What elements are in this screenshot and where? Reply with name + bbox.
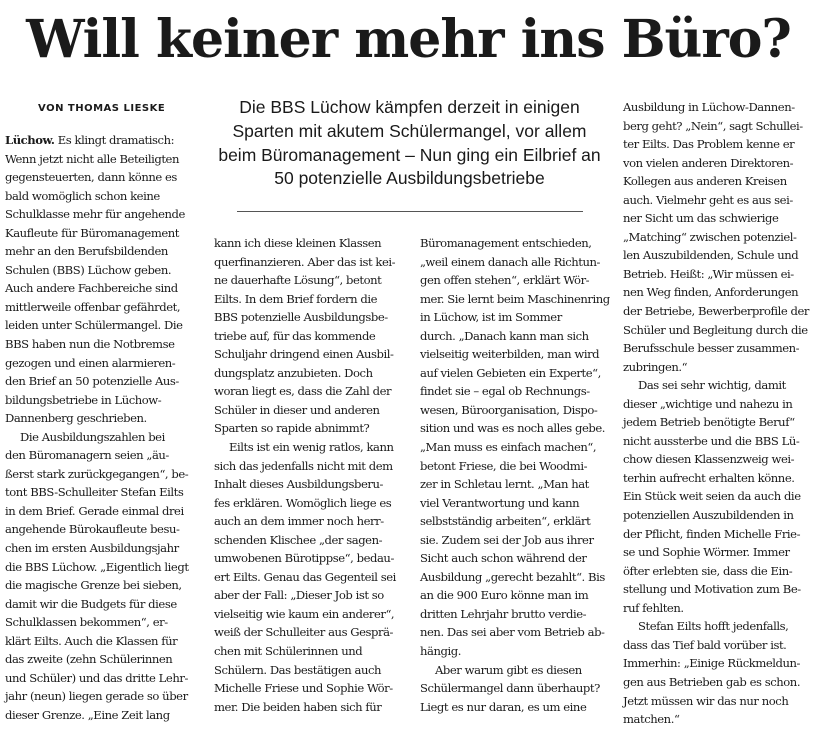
text-line: vielseitig wie kaum ein anderer“, [214, 606, 395, 621]
text-line: nicht aussterbe und die BBS Lü- [623, 433, 800, 448]
text-line: Stefan Eilts hofft jedenfalls, [638, 619, 789, 634]
text-line: woran liegt es, dass die Zahl der [214, 384, 392, 399]
byline: VON THOMAS LIESKE [38, 103, 166, 114]
text-line: die BBS Lüchow. „Eigentlich liegt [5, 559, 189, 574]
text-line: Dannenberg geschrieben. [5, 411, 147, 426]
text-line: Inhalt dieses Ausbildungsberu- [214, 477, 383, 492]
text-line: bildungsbetriebe in Lüchow- [5, 392, 162, 407]
text-line: sie. Zudem sei der Job aus ihrer [420, 532, 594, 547]
text-line: wesen, Büroorganisation, Dispo- [420, 402, 598, 417]
text-line: kann ich diese kleinen Klassen [214, 236, 382, 250]
text-line: öfter erlebten sie, dass die Ein- [623, 563, 793, 578]
text-line: mittlerweile offenbar gefährdet, [5, 299, 181, 314]
text-line: triebe auf, für das kommende [214, 328, 376, 343]
text-line: Lüchow. Es klingt dramatisch: [5, 133, 175, 147]
text-line: „Man muss es einfach machen“, [420, 440, 597, 455]
text-line: Schülern. Das bestätigen auch [214, 662, 382, 677]
text-line: Sparten so rapide abnimmt? [214, 421, 370, 436]
text-line: von vielen anderen Direktoren- [623, 155, 794, 170]
text-line: den Brief an 50 potenzielle Aus- [5, 374, 179, 389]
text-line: dieser „wichtige und nahezu in [623, 396, 793, 411]
text-line: in Lüchow, ist im Sommer [420, 310, 562, 325]
text-line: Aber warum gibt es diesen [435, 662, 582, 677]
text-line: mer. Sie lernt beim Maschinenring [420, 291, 610, 306]
text-line: und Schüler) und das dritte Lehr- [5, 670, 188, 685]
text-line: durch. „Danach kann man sich [420, 328, 589, 343]
text-line: leiden unter Schülermangel. Die [5, 318, 183, 333]
text-line: Ausbildung in Lüchow-Dannen- [623, 100, 795, 114]
text-line: damit wir die Budgets für diese [5, 596, 177, 611]
text-line: Michelle Friese und Sophie Wör- [214, 681, 393, 696]
text-line: gen offen stehen“, erklärt Wör- [420, 273, 590, 288]
text-line: Auch andere Fachbereiche sind [5, 281, 178, 296]
text-line: auch. Vielmehr geht es aus sei- [623, 192, 793, 207]
text-line: „weil einem danach alle Richtun- [420, 254, 601, 269]
text-line: chen mit Schülerinnen und [214, 644, 363, 659]
text-line: jedem Betrieb benötigte Beruf“ [623, 415, 795, 430]
text-line: Betrieb. Heißt: „Wir müssen ei- [623, 266, 794, 281]
text-line: querfinanzieren. Aber das ist kei- [214, 254, 396, 269]
text-line: dieser Grenze. „Eine Zeit lang [5, 707, 170, 722]
text-line: matchen.“ [623, 712, 680, 727]
text-line: berg geht? „Nein“, sagt Schullei- [623, 118, 803, 133]
text-line: ner Sicht um das schwierige [623, 211, 779, 226]
text-line: Büromanagement entschieden, [420, 236, 592, 250]
text-line: Schüler in dieser und anderen [214, 402, 380, 417]
text-line: die magische Grenze bei sieben, [5, 578, 182, 593]
text-line: auf vielen Gebieten ein Experte“, [420, 365, 601, 380]
dateline: Lüchow. [5, 133, 55, 147]
headline: Will keiner mehr ins Büro? [26, 9, 791, 70]
text-line: fes erklären. Womöglich liege es [214, 495, 392, 510]
text-line: gegensteuerten, dann könne es [5, 170, 177, 185]
text-line: Kaufleute für Büromanagement [5, 225, 180, 240]
text-line: ert Eilts. Genau das Gegenteil sei [214, 569, 396, 584]
text-line: angehende Bürokaufleute besu- [5, 522, 180, 537]
text-line: Das sei sehr wichtig, damit [638, 378, 786, 393]
text-line: ne dauerhafte Lösung“, betont [214, 273, 382, 288]
text-line: mehr an den Berufsbildenden [5, 244, 168, 259]
text-line: Sicht auch schon während der [420, 551, 587, 566]
text-line: klärt Eilts. Auch die Klassen für [5, 633, 178, 648]
text-line: Wenn jetzt nicht alle Beteiligten [5, 151, 179, 166]
text-line: zubringen.“ [623, 359, 688, 374]
text-line: schenden Klischee „der sagen- [214, 532, 383, 547]
text-line: bald womöglich schon keine [5, 188, 160, 203]
text-line: BBS potenzielle Ausbildungsbe- [214, 310, 388, 325]
text-line: se und Sophie Wörmer. Immer [623, 545, 790, 560]
text-line: gezogen und einen alarmieren- [5, 355, 176, 370]
text-line: aber der Fall: „Dieser Job ist so [214, 588, 384, 603]
text-line: ter Eilts. Das Problem kenne er [623, 137, 795, 152]
text-line: den Büromanagern seien „äu- [5, 448, 169, 463]
text-line: Ein Stück weit seien da auch die [623, 489, 801, 504]
text-line: das zweite (zehn Schülerinnen [5, 652, 173, 667]
text-line: sition und was es noch alles gebe. [420, 421, 606, 436]
text-line: viel Verantwortung und kann [420, 495, 580, 510]
teaser: Die BBS Lüchow kämpfen derzeit in einigen Sparten mit akutem Schülermangel, vor allem beim Büromanagement – Nun ging ein Eilbrief an 50 potenzielle Ausbildungsbetriebe [218, 97, 601, 189]
text-line: len Auszubildenden, Schule und [623, 248, 799, 263]
text-line: tont BBS-Schulleiter Stefan Eilts [5, 485, 184, 500]
text-line: mer. Die beiden haben sich für [214, 699, 382, 714]
text-line: Schulklasse mehr für angehende [5, 207, 185, 222]
text-line: terhin aufrecht erhalten könne. [623, 470, 795, 485]
text-line: Liegt es nur daran, es um eine [420, 699, 587, 714]
text-line: Schulklassen bekommen“, er- [5, 615, 168, 630]
article-column-2 [214, 234, 406, 716]
text-line: nen Weg finden, Anforderungen [623, 285, 799, 300]
text-line: Schuljahr dringend einen Ausbil- [214, 347, 394, 362]
text-line: selbstständig arbeiten“, erklärt [420, 514, 591, 529]
text-line: ßerst stark zurückgegangen“, be- [5, 466, 189, 481]
text-line: der Betriebe, Bewerberprofile der [623, 304, 810, 319]
text-line: Eilts. In dem Brief fordern die [214, 291, 377, 306]
text-line: zer in Schletau lernt. „Man hat [420, 477, 589, 492]
text-line: Jetzt müssen wir das nur noch [623, 693, 789, 708]
text-line: gen aus Betrieben gab es schon. [623, 674, 801, 689]
text-line: Ausbildung „gerecht bezahlt“. Bis [420, 569, 605, 584]
text-line: jahr (neun) liegen gerade so über [5, 689, 188, 704]
text-line: dungsplatz anzubieten. Doch [214, 365, 373, 380]
text-line: chow diesen Klassenzweig wei- [623, 452, 795, 467]
text-line: dass das Tief bald vorüber ist. [623, 637, 787, 652]
article-column-1 [5, 131, 201, 725]
text-line: ruf fehlten. [623, 600, 684, 615]
text-line: Immerhin: „Einige Rückmeldun- [623, 656, 801, 671]
text-line: weiß der Schulleiter aus Gesprä- [214, 625, 394, 640]
text-line: an die 900 Euro könne man im [420, 588, 589, 603]
text-line: betont Friese, die bei Woodmi- [420, 458, 588, 473]
text-line: in dem Brief. Gerade einmal drei [5, 503, 184, 518]
text-line: findet sie – egal ob Rechnungs- [420, 384, 590, 399]
text-line: „Matching“ zwischen potenziel- [623, 229, 797, 244]
article-column-3 [420, 234, 613, 716]
text-line: BBS haben nun die Notbremse [5, 337, 175, 352]
text-line: umwobenen Bürotippse“, bedau- [214, 551, 394, 566]
text-line: Schulen (BBS) Lüchow geben. [5, 262, 172, 277]
text-line: der Pflicht, finden Michelle Frie- [623, 526, 801, 541]
text-line: dritten Lehrjahr brutto verdie- [420, 606, 587, 621]
text-line: Schüler und Begleitung durch die [623, 322, 808, 337]
text-line: Die Ausbildungszahlen bei [20, 429, 165, 444]
text-line: sich das jedenfalls nicht mit dem [214, 458, 393, 473]
text-line: Berufsschule besser zusammen- [623, 341, 800, 356]
text-line: stellung und Motivation zum Be- [623, 582, 801, 597]
text-line: Eilts ist ein wenig ratlos, kann [229, 440, 394, 455]
text-line: Kollegen aus anderen Kreisen [623, 174, 787, 189]
text-line: vielseitig weiterbilden, man wird [420, 347, 600, 362]
text-line: nen. Das sei aber vom Betrieb ab- [420, 625, 605, 640]
text-line: potenziellen Auszubildenden in [623, 508, 794, 523]
text-line: Schülermangel dann überhaupt? [420, 681, 600, 696]
article-column-4 [623, 98, 815, 729]
teaser-divider [237, 211, 583, 212]
text-line: chen im ersten Ausbildungsjahr [5, 541, 179, 556]
text-line: auch an dem immer noch herr- [214, 514, 384, 529]
text-line: hängig. [420, 644, 461, 659]
